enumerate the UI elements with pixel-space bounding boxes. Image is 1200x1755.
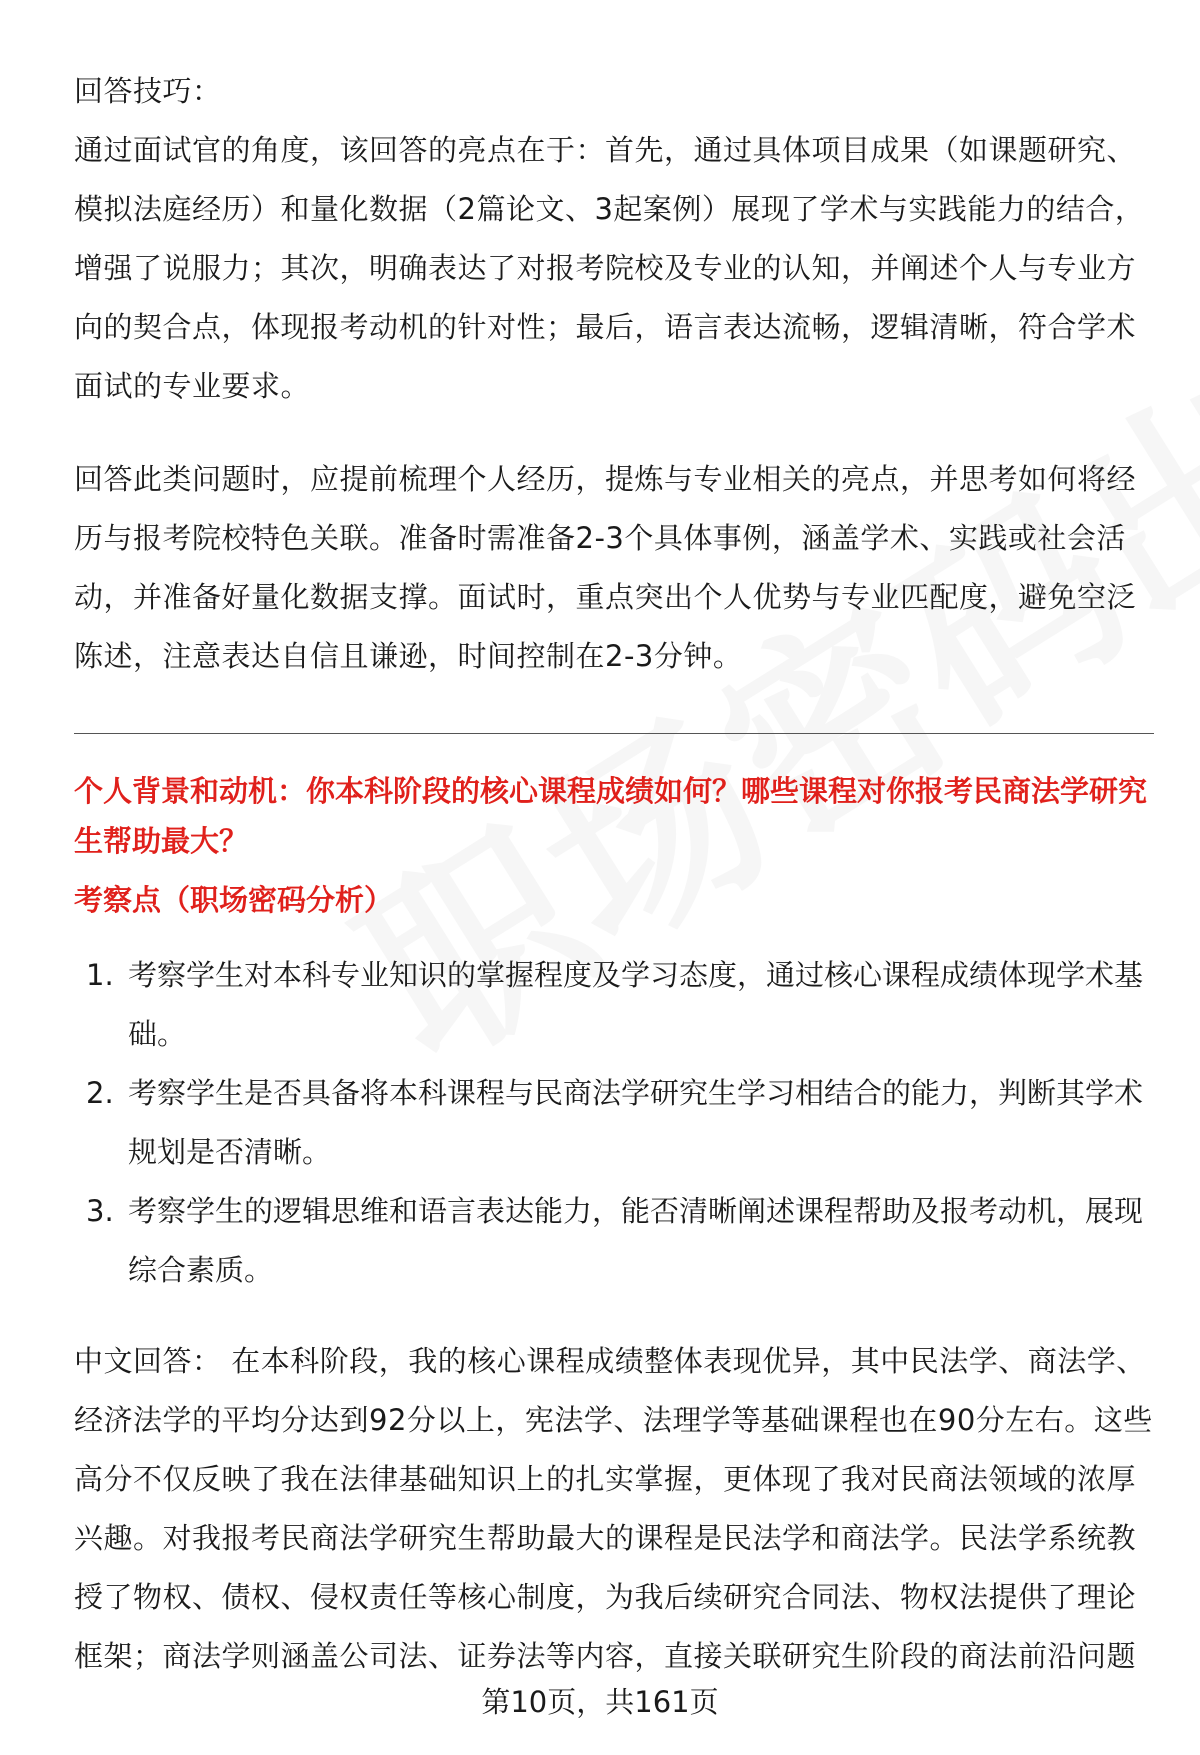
list-item-text: 考察学生的逻辑思维和语言表达能力，能否清晰阐述课程帮助及报考动机，展现综合素质。 — [128, 1194, 1144, 1287]
assessment-points-list — [74, 946, 1154, 1300]
answer-tips-label: 回答技巧： — [74, 74, 222, 108]
tips-paragraph-2: 回答此类问题时，应提前梳理个人经历，提炼与专业相关的亮点，并思考如何将经历与报考院校特色关联。准备时需准备2-3个具体事例，涵盖学术、实践或社会活动，并准备好量化数据支撑。面试时，重点突出个人优势与专业匹配度，避免空泛陈述，注意表达自信且谦逊，时间控制在2-3分钟。 — [74, 462, 1137, 673]
list-item — [74, 1182, 1154, 1300]
page-number: 第10页，共161页 — [481, 1685, 719, 1719]
list-item-number: 1. — [86, 958, 114, 992]
list-item-text: 考察学生是否具备将本科课程与民商法学研究生学习相结合的能力，判断其学术规划是否清晰。 — [128, 1076, 1144, 1169]
list-item-number: 2. — [86, 1076, 114, 1110]
list-item-number: 3. — [86, 1194, 114, 1228]
list-item — [74, 946, 1154, 1064]
question-heading: 个人背景和动机：你本科阶段的核心课程成绩如何？哪些课程对你报考民商法学研究生帮助最大？ — [74, 774, 1148, 858]
tips-paragraph-1: 通过面试官的角度，该回答的亮点在于：首先，通过具体项目成果（如课题研究、模拟法庭经历）和量化数据（2篇论文、3起案例）展现了学术与实践能力的结合，增强了说服力；其次，明确表达了对报考院校及专业的认知，并阐述个人与专业方向的契合点，体现报考动机的针对性；最后，语言表达流畅，逻辑清晰，符合学术面试的专业要求。 — [74, 133, 1145, 403]
section-divider — [74, 733, 1154, 734]
list-item-text: 考察学生对本科专业知识的掌握程度及学习态度，通过核心课程成绩体现学术基础。 — [128, 958, 1144, 1051]
assessment-points-heading: 考察点（职场密码分析） — [74, 883, 394, 917]
chinese-answer-paragraph: 中文回答： 在本科阶段，我的核心课程成绩整体表现优异，其中民法学、商法学、经济法学的平均分达到92分以上，宪法学、法理学等基础课程也在90分左右。这些高分不仅反映了我在法律基础知识上的扎实掌握，更体现了我对民商法领域的浓厚兴趣。对我报考民商法学研究生帮助最大的课程是民法学和商法学。民法学系统教授了物权、债权、侵权责任等核心制度，为我后续研究合同法、物权法提供了理论框架；商法学则涵盖公司法、证券法等内容，直接关联研究生阶段的商法前沿问题 — [74, 1344, 1153, 1673]
list-item — [74, 1064, 1154, 1182]
